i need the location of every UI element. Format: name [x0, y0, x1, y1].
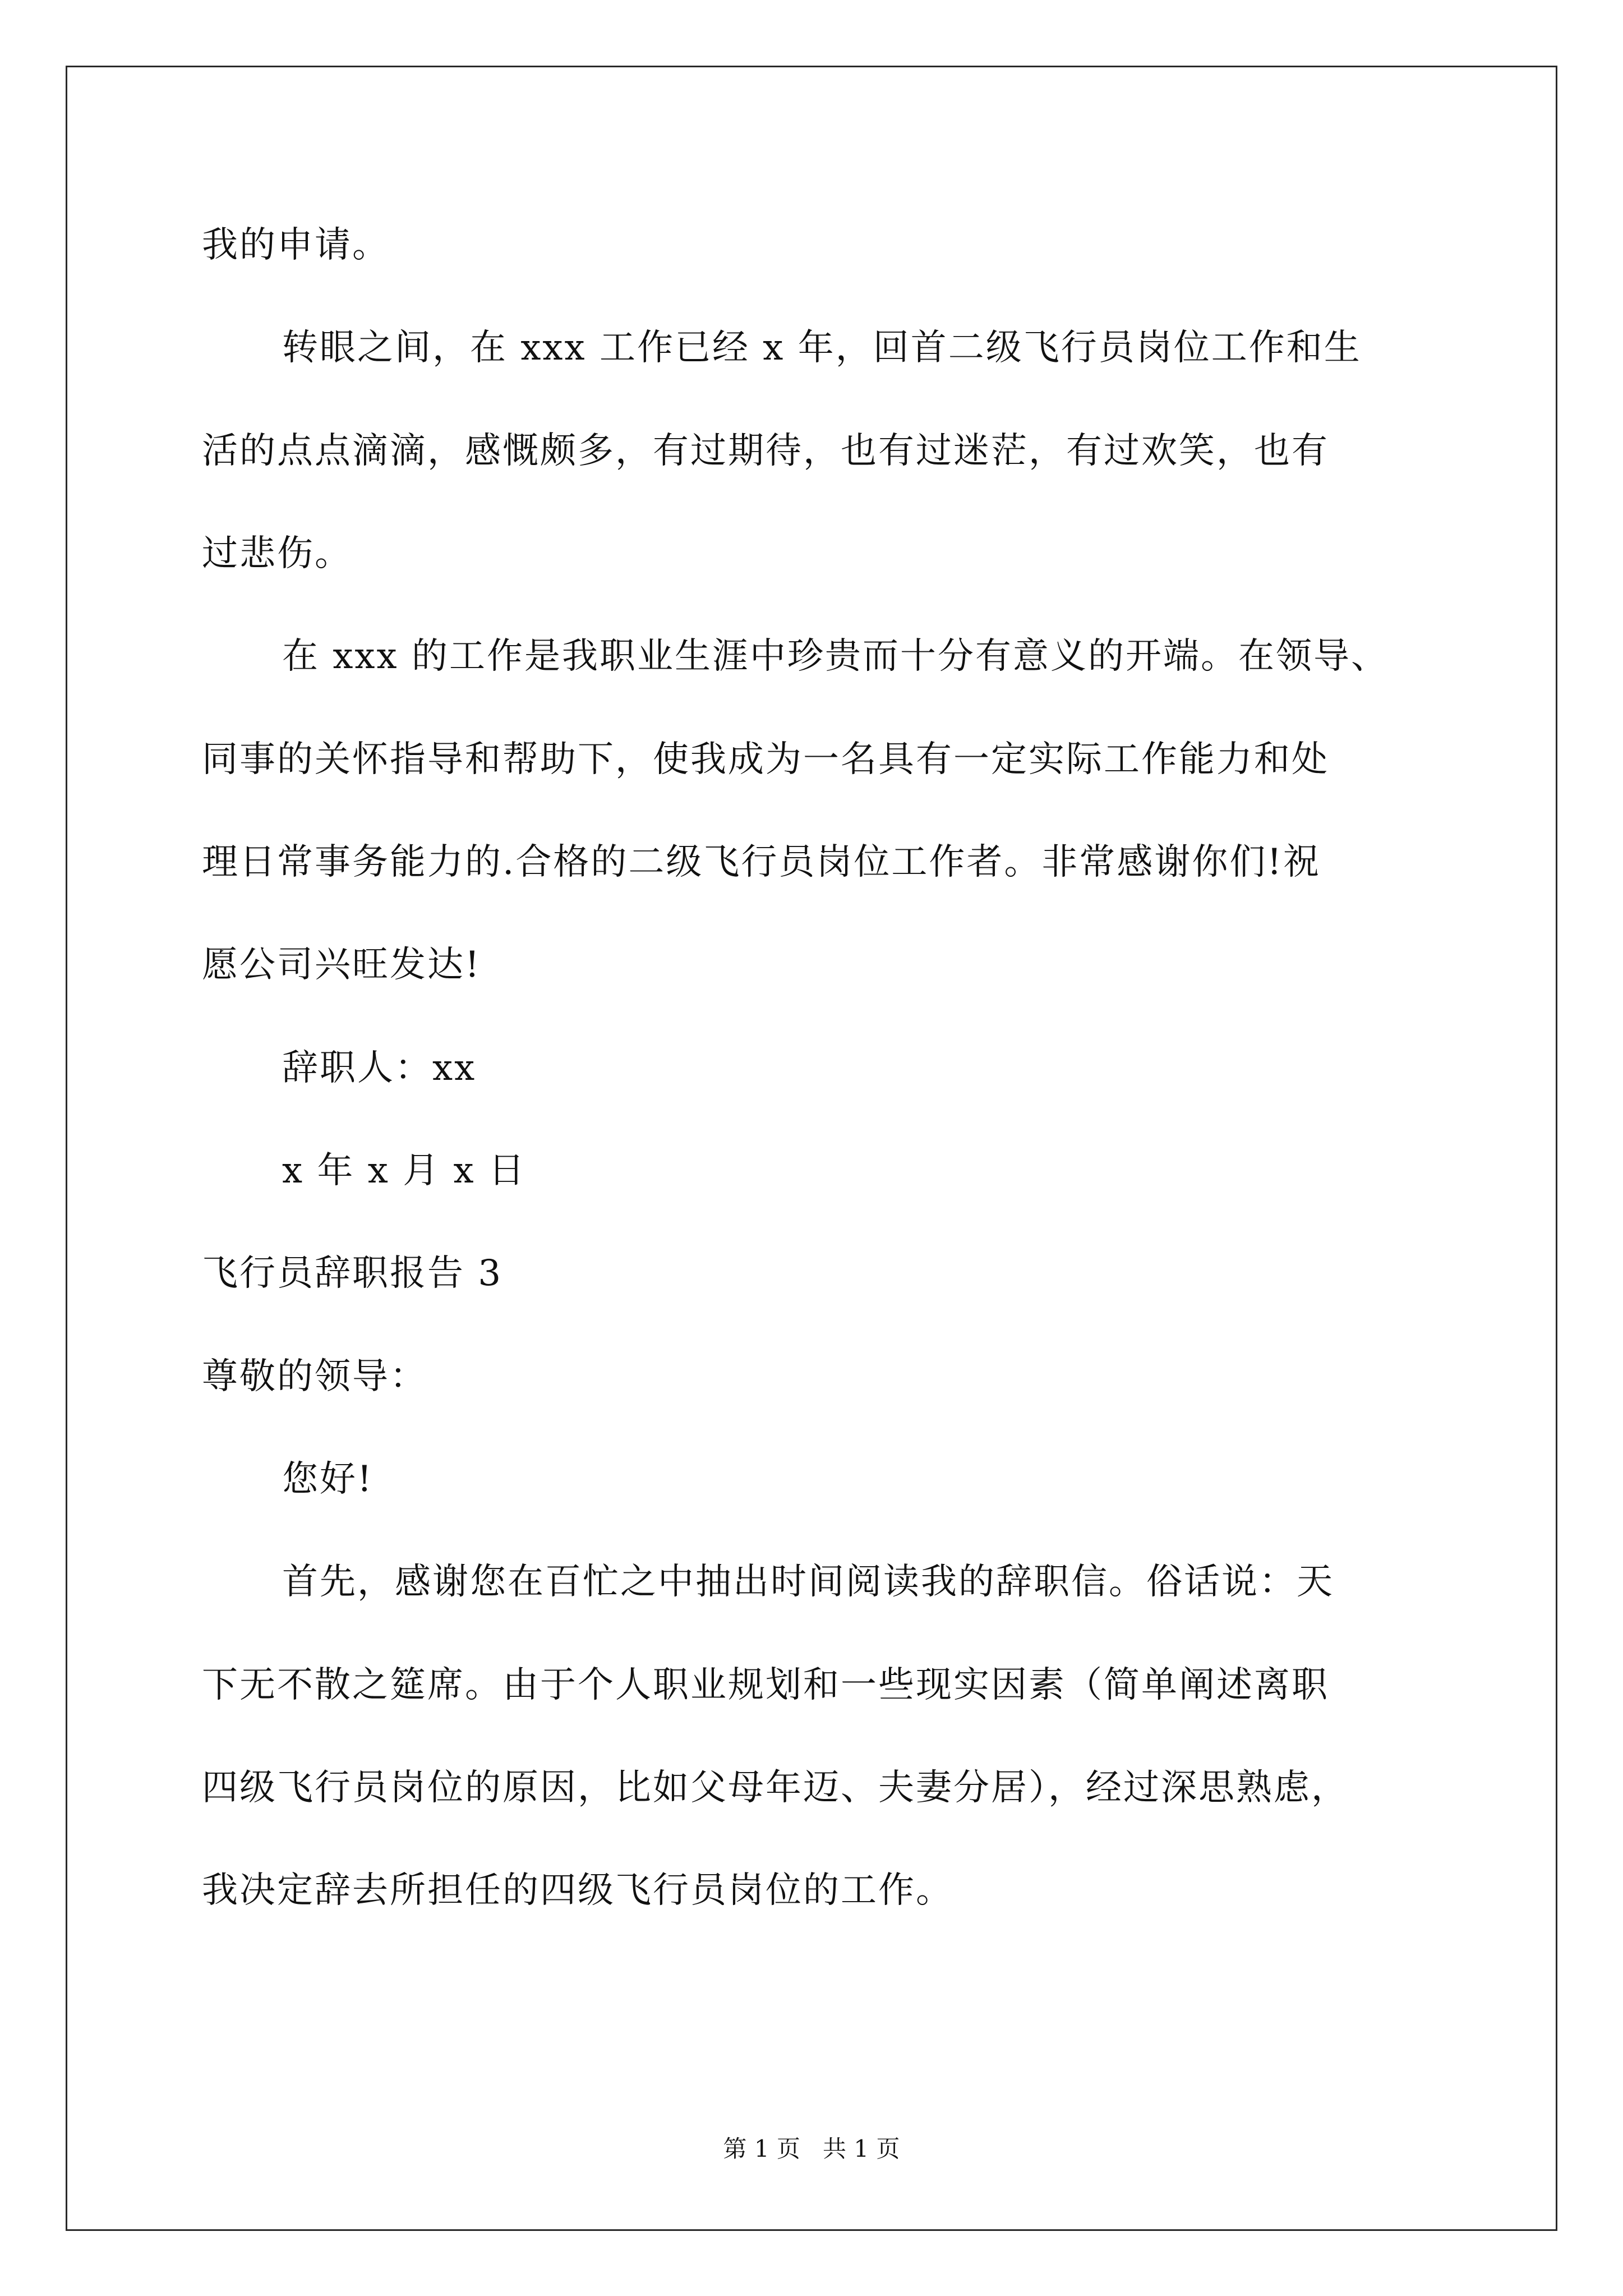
- text-line: 首先，感谢您在百忙之中抽出时间阅读我的辞职信。俗话说：天: [282, 1561, 1334, 1603]
- text-line: 过悲伤。: [202, 533, 352, 574]
- text-line: 理日常事务能力的.合格的二级飞行员岗位工作者。非常感谢你们!祝: [202, 841, 1321, 883]
- text-line: 在 xxx 的工作是我职业生涯中珍贵而十分有意义的开端。在领导、: [282, 636, 1389, 677]
- date-line: x 年 x 月 x 日: [282, 1150, 526, 1191]
- text-line: 转眼之间，在 xxx 工作已经 x 年，回首二级飞行员岗位工作和生: [282, 327, 1362, 369]
- text-line: 愿公司兴旺发达!: [202, 944, 481, 986]
- text-line: 我决定辞去所担任的四级飞行员岗位的工作。: [202, 1870, 953, 1911]
- signature-line: 辞职人：xx: [282, 1047, 477, 1089]
- section-title: 飞行员辞职报告 3: [202, 1253, 503, 1294]
- greeting: 您好!: [282, 1458, 374, 1500]
- page-footer: 第 1 页 共 1 页: [723, 2135, 900, 2162]
- text-line: 活的点点滴滴，感慨颇多，有过期待，也有过迷茫，有过欢笑，也有: [202, 430, 1329, 472]
- text-line: 同事的关怀指导和帮助下，使我成为一名具有一定实际工作能力和处: [202, 739, 1329, 780]
- text-line: 下无不散之筵席。由于个人职业规划和一些现实因素（简单阐述离职: [202, 1664, 1329, 1706]
- text-line: 四级飞行员岗位的原因，比如父母年迈、夫妻分居），经过深思熟虑，: [202, 1767, 1349, 1809]
- text-line: 我的申请。: [202, 224, 390, 266]
- salutation: 尊敬的领导：: [202, 1356, 427, 1397]
